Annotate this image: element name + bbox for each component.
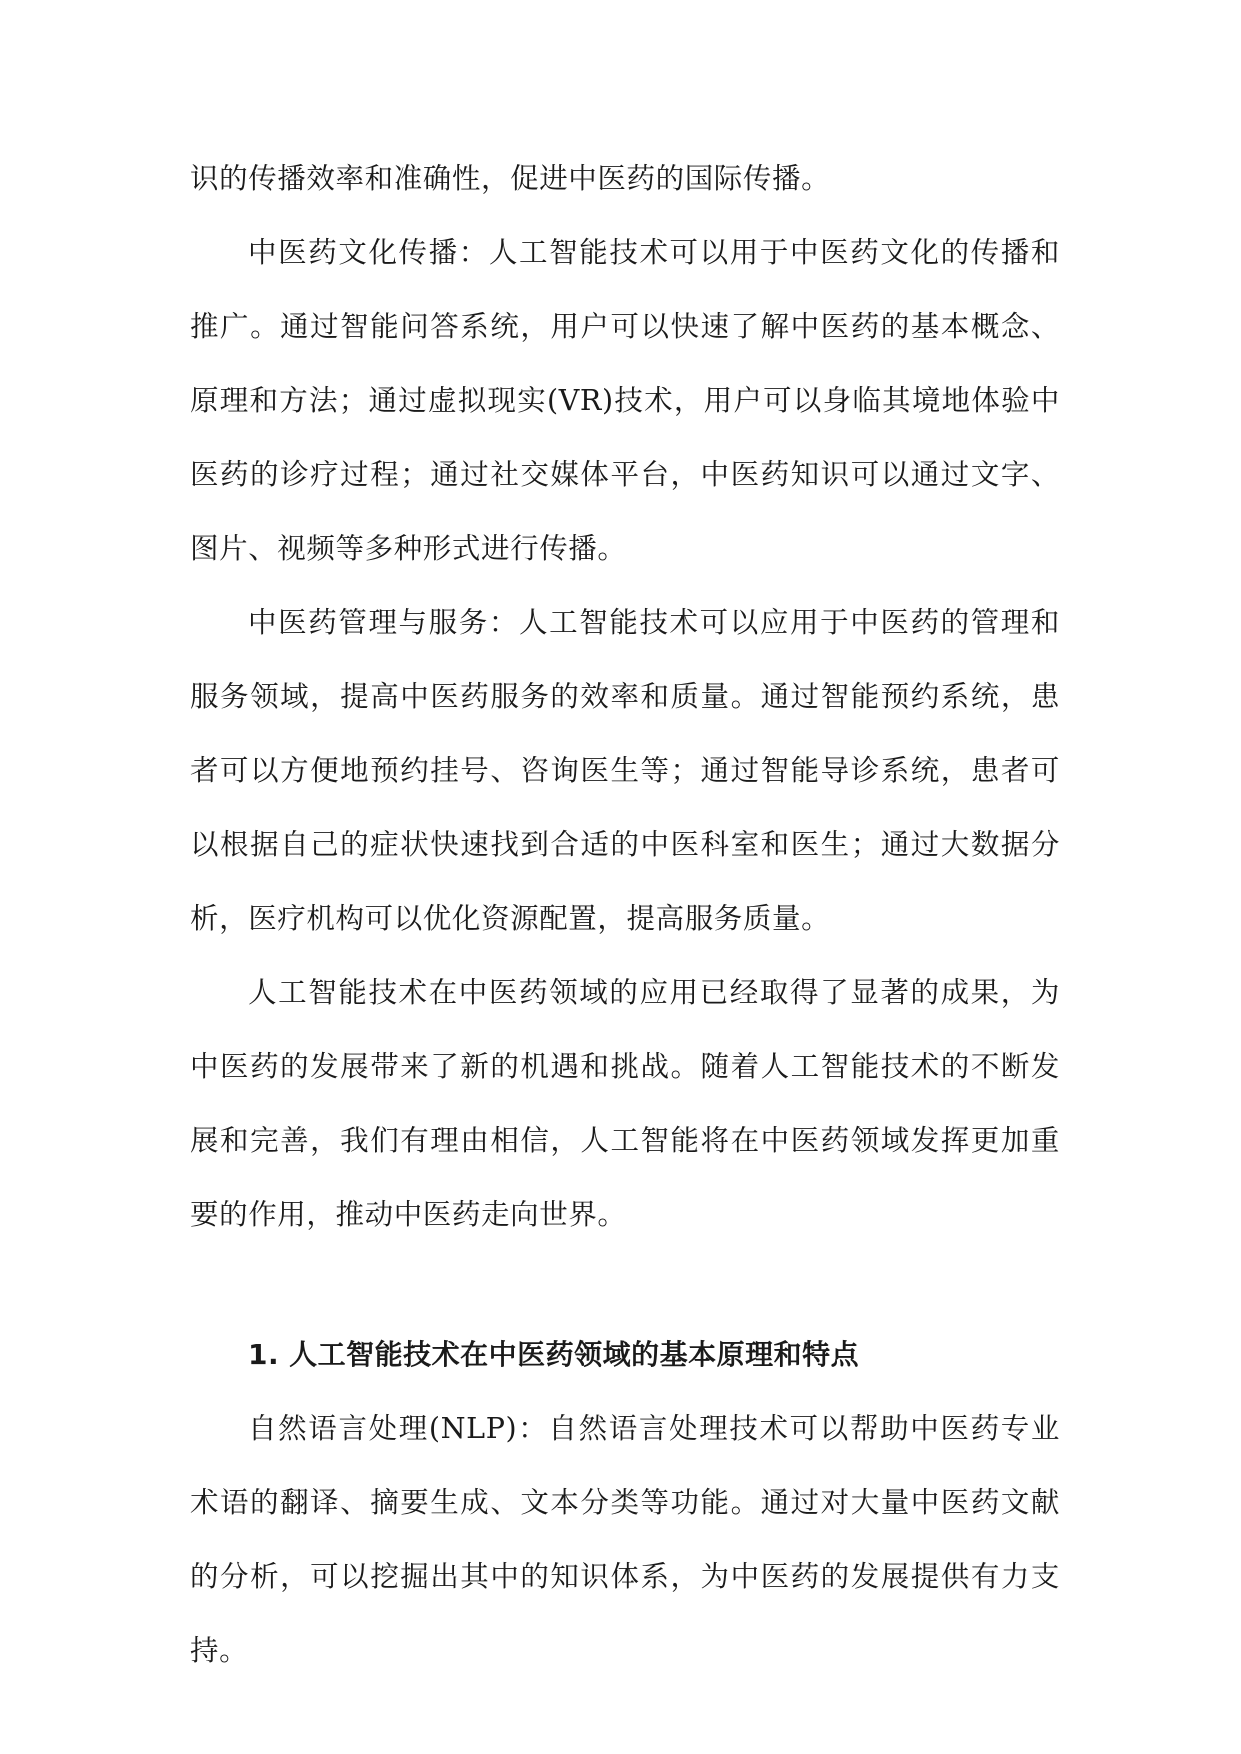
paragraph-continuation: 识的传播效率和准确性，促进中医药的国际传播。 [190,162,831,195]
paragraph-summary: 人工智能技术在中医药领域的应用已经取得了显著的成果，为中医药的发展带来了新的机遇和挑战。随着人工智能技术的不断发展和完善，我们有理由相信，人工智能将在中医药领域发挥更加重要的作用，推动中医药走向世界。 [190,976,1060,1231]
document-body [190,142,1060,1688]
paragraph-nlp: 自然语言处理(NLP)：自然语言处理技术可以帮助中医药专业术语的翻译、摘要生成、文本分类等功能。通过对大量中医药文献的分析，可以挖掘出其中的知识体系，为中医药的发展提供有力支持。 [190,1412,1060,1667]
section-heading [190,1318,1060,1392]
paragraph-culture-dissemination: 中医药文化传播：人工智能技术可以用于中医药文化的传播和推广。通过智能问答系统，用户可以快速了解中医药的基本概念、原理和方法；通过虚拟现实(VR)技术，用户可以身临其境地体验中医药的诊疗过程；通过社交媒体平台，中医药知识可以通过文字、图片、视频等多种形式进行传播。 [190,236,1060,565]
paragraph-management-service: 中医药管理与服务：人工智能技术可以应用于中医药的管理和服务领域，提高中医药服务的效率和质量。通过智能预约系统，患者可以方便地预约挂号、咨询医生等；通过智能导诊系统，患者可以根据自己的症状快速找到合适的中医科室和医生；通过大数据分析，医疗机构可以优化资源配置，提高服务质量。 [190,606,1060,935]
section-number: 1. [248,1338,280,1371]
section-title: 人工智能技术在中医药领域的基本原理和特点 [289,1338,860,1371]
